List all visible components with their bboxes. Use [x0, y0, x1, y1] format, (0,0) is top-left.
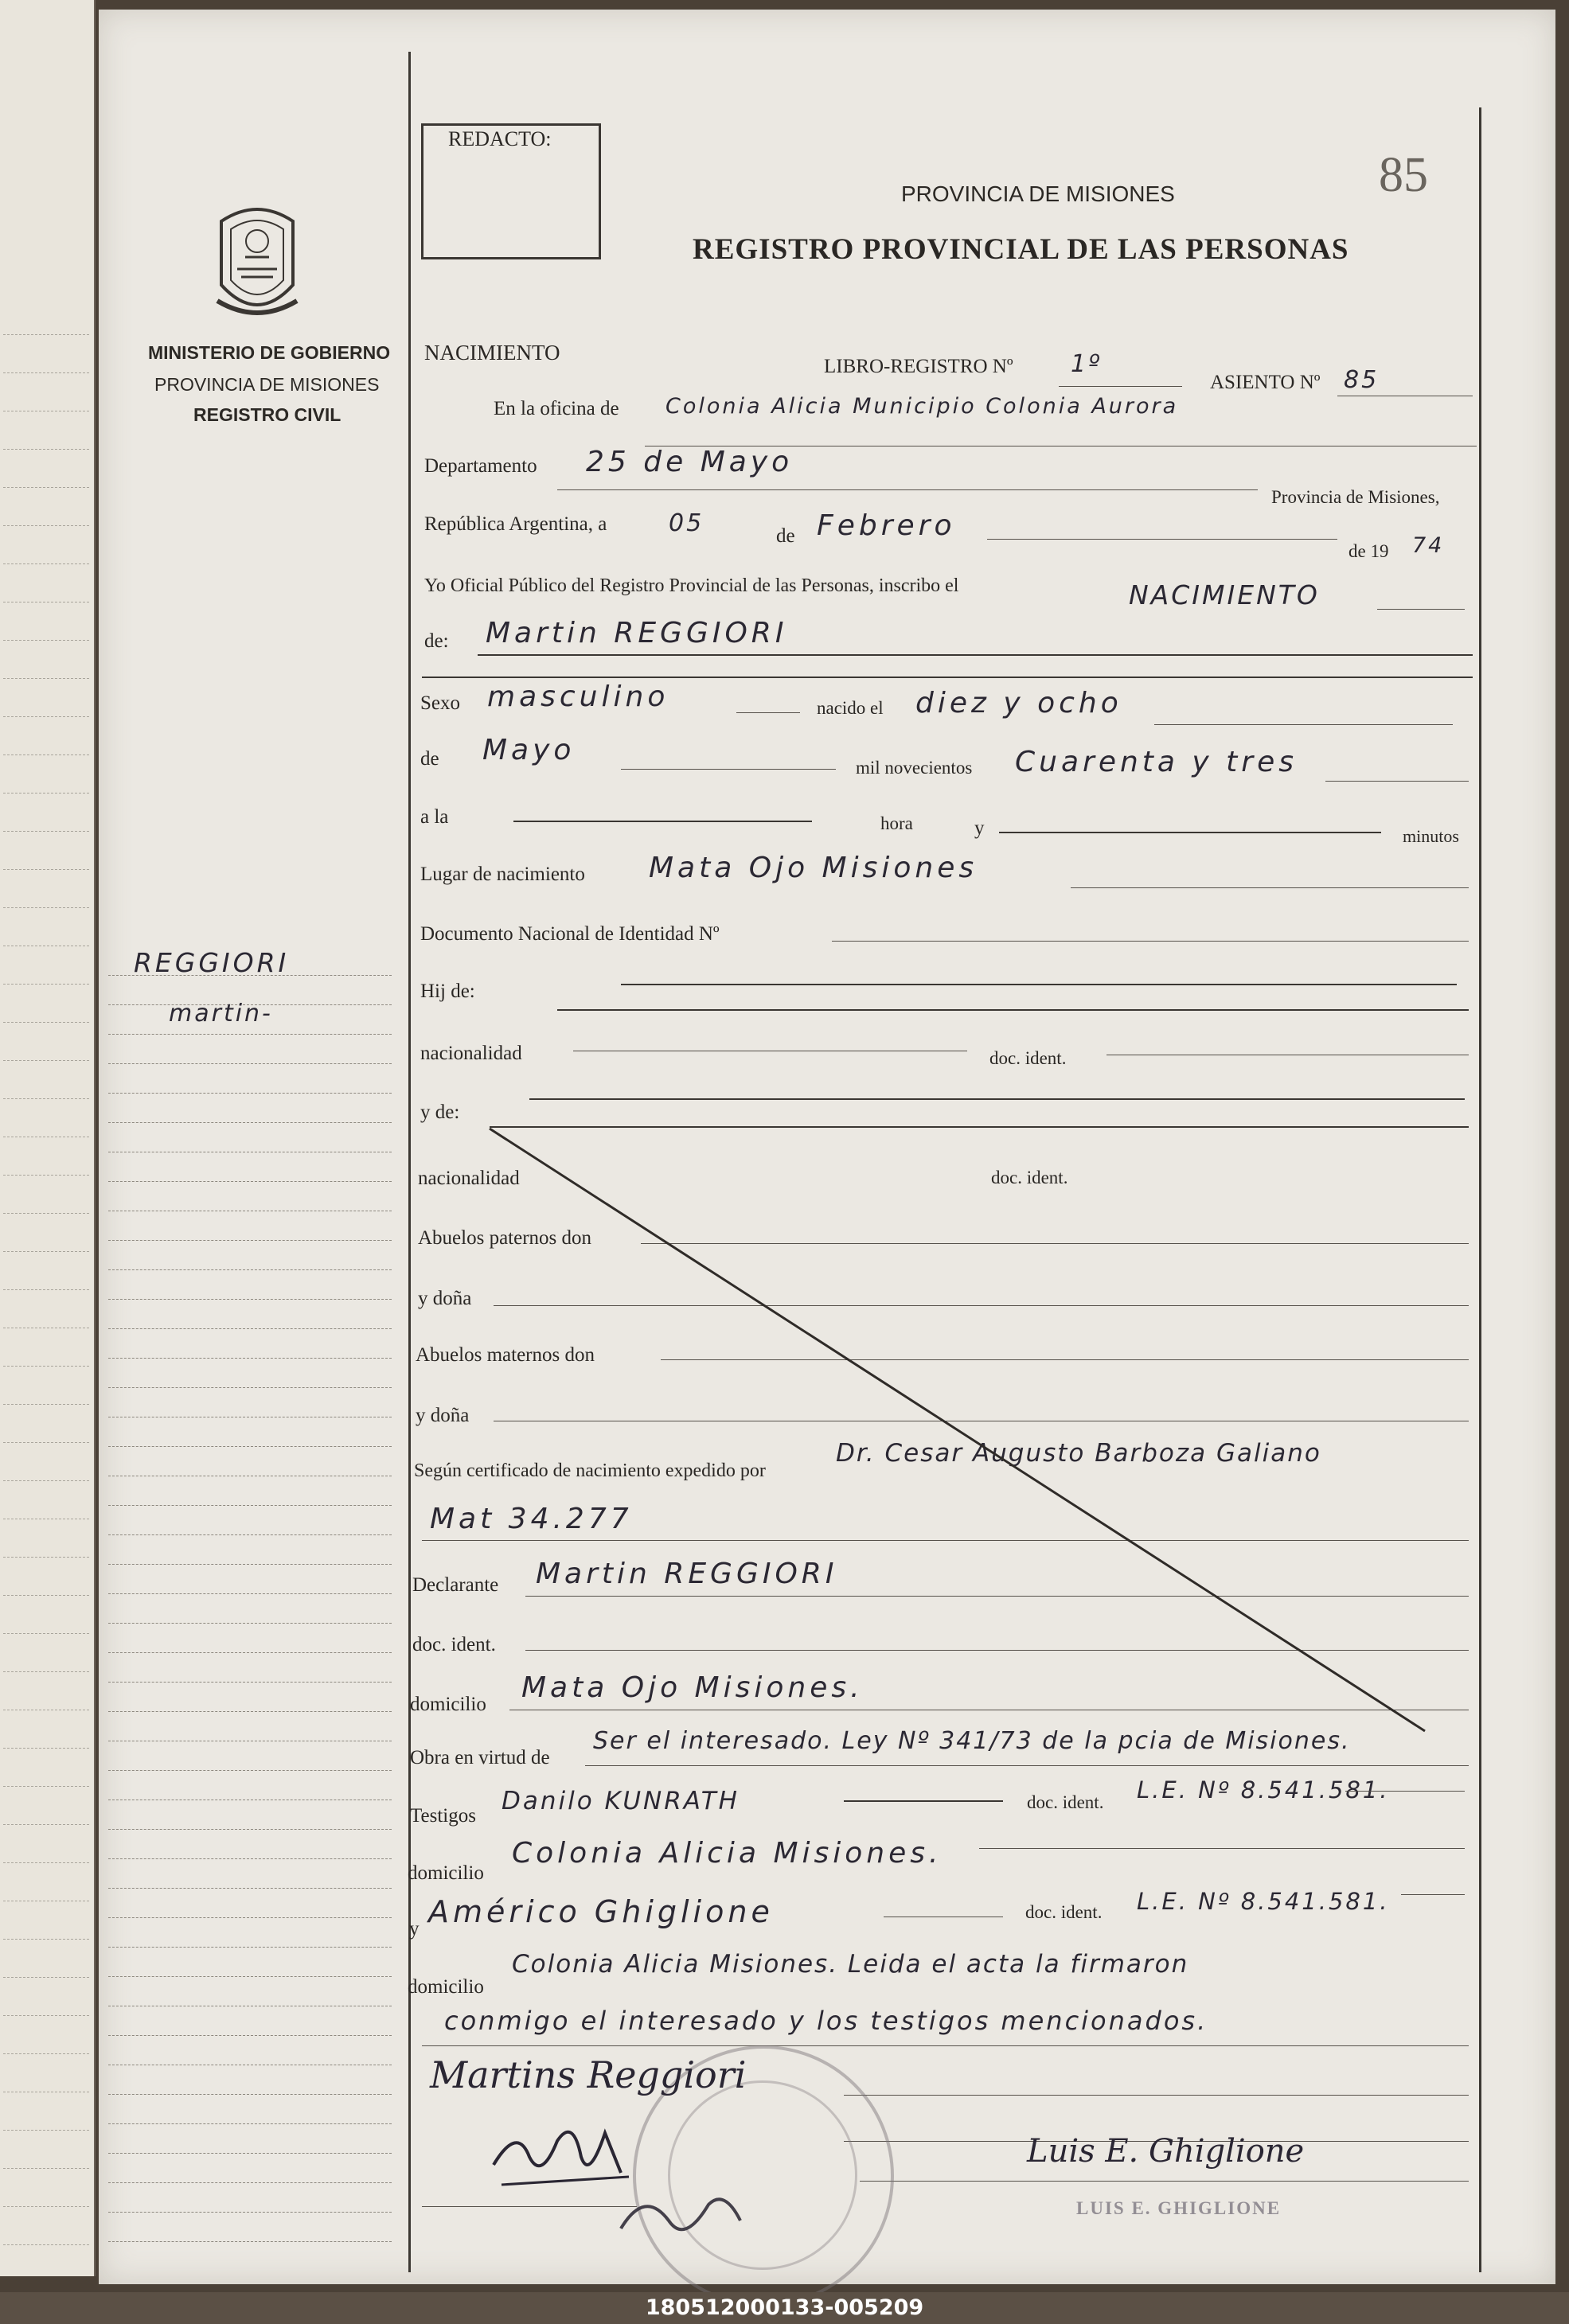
oficina-label: En la oficina de — [494, 398, 619, 419]
dia-value: 05 — [669, 509, 704, 537]
doc-ident-label: doc. ident. — [989, 1048, 1067, 1068]
anio-nac-value: Cuarenta y tres — [1015, 746, 1298, 778]
sexo-label: Sexo — [420, 692, 460, 714]
decl-doc-ident-label: doc. ident. — [412, 1634, 496, 1655]
obra-label: Obra en virtud de — [410, 1747, 550, 1768]
testigo1-doc-value: L.E. Nº 8.541.581. — [1137, 1776, 1390, 1803]
y-testigo2-label: y — [409, 1918, 420, 1940]
medico-value: Dr. Cesar Augusto Barboza Galiano — [836, 1439, 1321, 1468]
nacido-label: nacido el — [817, 698, 884, 718]
asiento-label: ASIENTO Nº — [1210, 372, 1321, 393]
libro-label: LIBRO-REGISTRO Nº — [824, 356, 1013, 377]
republica-label: República Argentina, a — [424, 513, 607, 535]
oficina-value: Colonia Alicia Municipio Colonia Aurora — [665, 394, 1179, 419]
matricula-value: Mat 34.277 — [430, 1503, 633, 1535]
testigos-label: Testigos — [410, 1805, 476, 1827]
footer-bar — [0, 2292, 1569, 2324]
doc-ident-2-label: doc. ident. — [991, 1168, 1068, 1187]
a-la-label: a la — [420, 806, 449, 828]
margin-surname: REGGIORI — [134, 947, 290, 978]
testigo1-domicilio-value: Colonia Alicia Misiones. — [512, 1837, 943, 1870]
nombre-value: Martin REGGIORI — [486, 617, 788, 649]
ministry-line3: REGISTRO CIVIL — [193, 404, 342, 425]
sexo-value: masculino — [487, 680, 669, 713]
oficial-label: Yo Oficial Público del Registro Provincial de las Personas, inscribo el — [424, 575, 959, 596]
declarante-label: Declarante — [412, 1574, 499, 1596]
tipo-value: NACIMIENTO — [1129, 579, 1320, 610]
y-dona-2-label: y doña — [416, 1405, 470, 1426]
y-dona-label: y doña — [418, 1288, 472, 1309]
abuelos-paternos-label: Abuelos paternos don — [418, 1227, 592, 1249]
y-de-label: y de: — [420, 1102, 460, 1123]
departamento-value: 25 de Mayo — [586, 446, 794, 478]
redacto-label: REDACTO: — [448, 127, 552, 150]
testigo2-doc-label: doc. ident. — [1025, 1902, 1103, 1922]
cierre-value: conmigo el interesado y los testigos mencionados. — [444, 2006, 1208, 2036]
document-id: 180512000133-005209 — [645, 2295, 924, 2320]
oficial-name-stamp: LUIS E. GHIGLIONE — [1076, 2198, 1282, 2218]
testigo2-doc-value: L.E. Nº 8.541.581. — [1137, 1888, 1390, 1915]
testigo2-value: Américo Ghiglione — [428, 1894, 774, 1929]
testigo1-domicilio-label: domicilio — [408, 1862, 484, 1884]
domicilio-label: domicilio — [410, 1694, 486, 1715]
testigo2-domicilio-value: Colonia Alicia Misiones. Leida el acta la firmaron — [512, 1950, 1189, 1979]
page-number: 85 — [1379, 148, 1428, 202]
y-hora-label: y — [974, 817, 985, 839]
province-title: PROVINCIA DE MISIONES — [901, 181, 1175, 206]
year-suffix-value: 74 — [1412, 533, 1445, 558]
de-nombre-label: de: — [424, 630, 449, 652]
testigo2-domicilio-label: domicilio — [408, 1976, 484, 1998]
mil-label: mil novecientos — [856, 758, 973, 778]
mes-value: Febrero — [817, 509, 956, 542]
hora-label: hora — [880, 813, 913, 833]
segun-label: Según certificado de nacimiento expedido por — [414, 1460, 766, 1481]
nacido-value: diez y ocho — [915, 687, 1122, 719]
mes-nac-value: Mayo — [482, 734, 576, 766]
nacionalidad-label: nacionalidad — [420, 1043, 522, 1064]
decl-domicilio-value: Mata Ojo Misiones. — [521, 1671, 864, 1704]
testigo1-value: Danilo KUNRATH — [502, 1787, 740, 1815]
abuelos-maternos-label: Abuelos maternos don — [416, 1344, 595, 1366]
provincia-label: Provincia de Misiones, — [1271, 487, 1440, 507]
lugar-label: Lugar de nacimiento — [420, 864, 585, 885]
obra-value: Ser el interesado. Ley Nº 341/73 de la pcia de Misiones. — [593, 1727, 1351, 1755]
libro-value: 1º — [1071, 350, 1103, 378]
de-mes-nac-label: de — [420, 748, 439, 770]
documento-label: Documento Nacional de Identidad Nº — [420, 923, 720, 945]
signature-interesado: Martins Reggiori — [430, 2053, 747, 2096]
registry-title: REGISTRO PROVINCIAL DE LAS PERSONAS — [693, 233, 1349, 266]
nacimiento-heading: NACIMIENTO — [424, 341, 560, 365]
ministry-line2: PROVINCIA DE MISIONES — [154, 374, 380, 395]
asiento-value: 85 — [1344, 366, 1380, 394]
testigo1-doc-label: doc. ident. — [1027, 1792, 1104, 1812]
de-year-label: de 19 — [1348, 541, 1389, 561]
de-mes-label: de — [776, 525, 795, 547]
nacionalidad-2-label: nacionalidad — [418, 1168, 520, 1189]
ministry-line1: MINISTERIO DE GOBIERNO — [148, 342, 391, 363]
signature-oficial: Luis E. Ghiglione — [1027, 2133, 1305, 2170]
margin-given-name: martin- — [169, 1000, 273, 1027]
lugar-value: Mata Ojo Misiones — [649, 852, 978, 884]
departamento-label: Departamento — [424, 455, 537, 477]
declarante-value: Martin REGGIORI — [536, 1558, 838, 1590]
minutos-label: minutos — [1403, 826, 1459, 846]
hij-de-label: Hij de: — [420, 981, 475, 1002]
